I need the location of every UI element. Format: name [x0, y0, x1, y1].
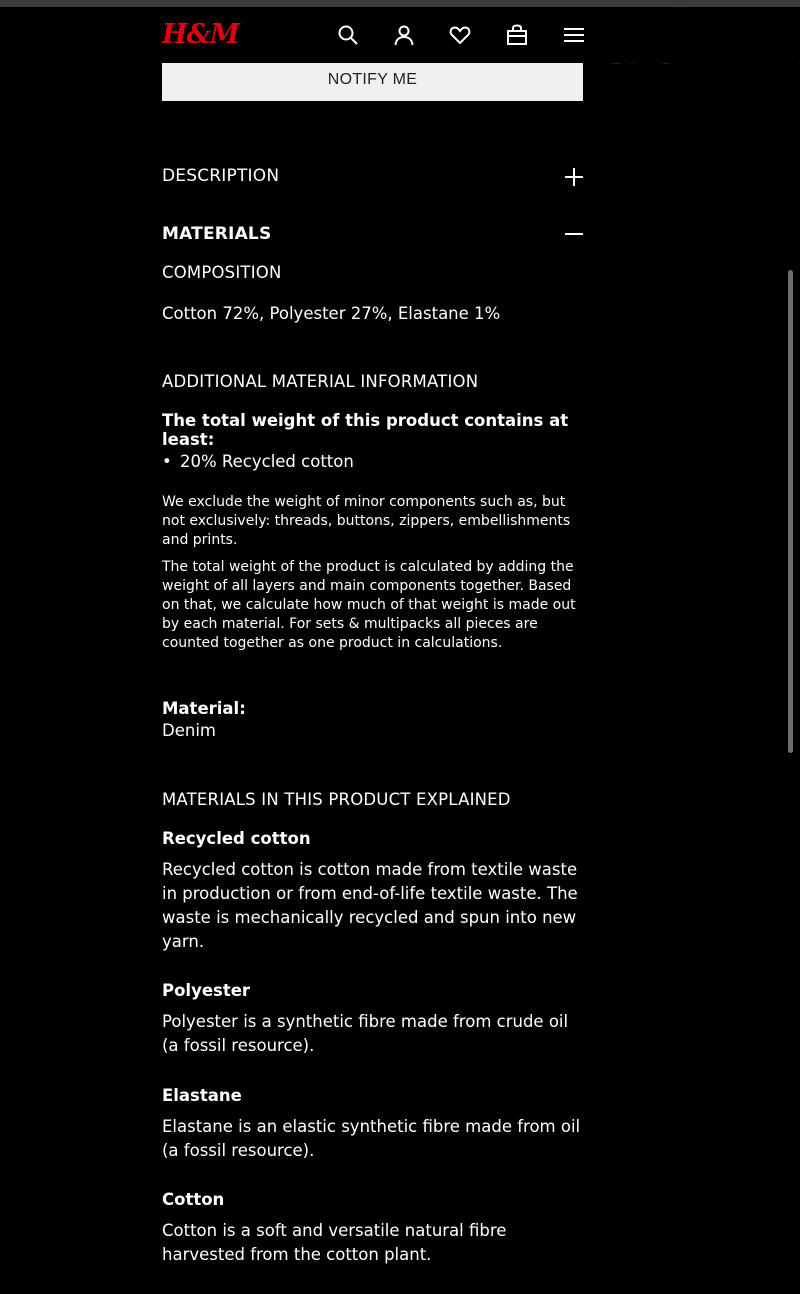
- composition-heading: COMPOSITION: [162, 263, 282, 282]
- material-label: Material:: [162, 699, 246, 718]
- hm-logo[interactable]: H&M: [162, 19, 239, 50]
- material-title-polyester: Polyester: [162, 981, 251, 1000]
- heart-icon[interactable]: [448, 23, 472, 47]
- additional-info-lead: The total weight of this product contains at least:: [162, 411, 569, 449]
- material-title-cotton: Cotton: [162, 1190, 225, 1209]
- material-text-recycled-cotton: Recycled cotton is cotton made from textile waste in production or from end-of-life textile waste. The waste is mechanically recycled and spun into new yarn.: [162, 860, 578, 951]
- list-item: • 20% Recycled cotton: [162, 452, 583, 471]
- material-value: Denim: [162, 721, 216, 740]
- weight-exclusion-note: We exclude the weight of minor components such as, but not exclusively: threads, buttons, zippers, embellishments and prints.: [162, 494, 571, 548]
- account-icon[interactable]: [392, 23, 416, 47]
- bag-icon[interactable]: [505, 23, 529, 47]
- weight-calculation-note: The total weight of the product is calculated by adding the weight of all layers and main components together. Based on that, we calculate how much of that weight is made out by each material. For sets & multipacks all pieces are counted together as one product in calculations.: [162, 559, 576, 651]
- menu-icon[interactable]: [562, 23, 586, 47]
- material-title-recycled-cotton: Recycled cotton: [162, 829, 311, 848]
- material-title-elastane: Elastane: [162, 1086, 242, 1105]
- material-text-cotton: Cotton is a soft and versatile natural fibre harvested from the cotton plant.: [162, 1221, 507, 1264]
- materials-section-title[interactable]: MATERIALS: [162, 224, 272, 244]
- minus-icon[interactable]: [564, 224, 584, 244]
- material-text-elastane: Elastane is an elastic synthetic fibre made from oil (a fossil resource).: [162, 1117, 581, 1160]
- search-icon[interactable]: [336, 23, 360, 47]
- description-section-title[interactable]: DESCRIPTION: [162, 166, 280, 186]
- additional-info-heading: ADDITIONAL MATERIAL INFORMATION: [162, 372, 479, 391]
- materials-explained-heading: MATERIALS IN THIS PRODUCT EXPLAINED: [162, 790, 511, 809]
- plus-icon[interactable]: [564, 167, 584, 187]
- notify-me-button[interactable]: NOTIFY ME: [162, 63, 583, 101]
- material-text-polyester: Polyester is a synthetic fibre made from crude oil (a fossil resource).: [162, 1012, 569, 1055]
- scrollbar[interactable]: [788, 270, 793, 753]
- composition-value: Cotton 72%, Polyester 27%, Elastane 1%: [162, 304, 501, 323]
